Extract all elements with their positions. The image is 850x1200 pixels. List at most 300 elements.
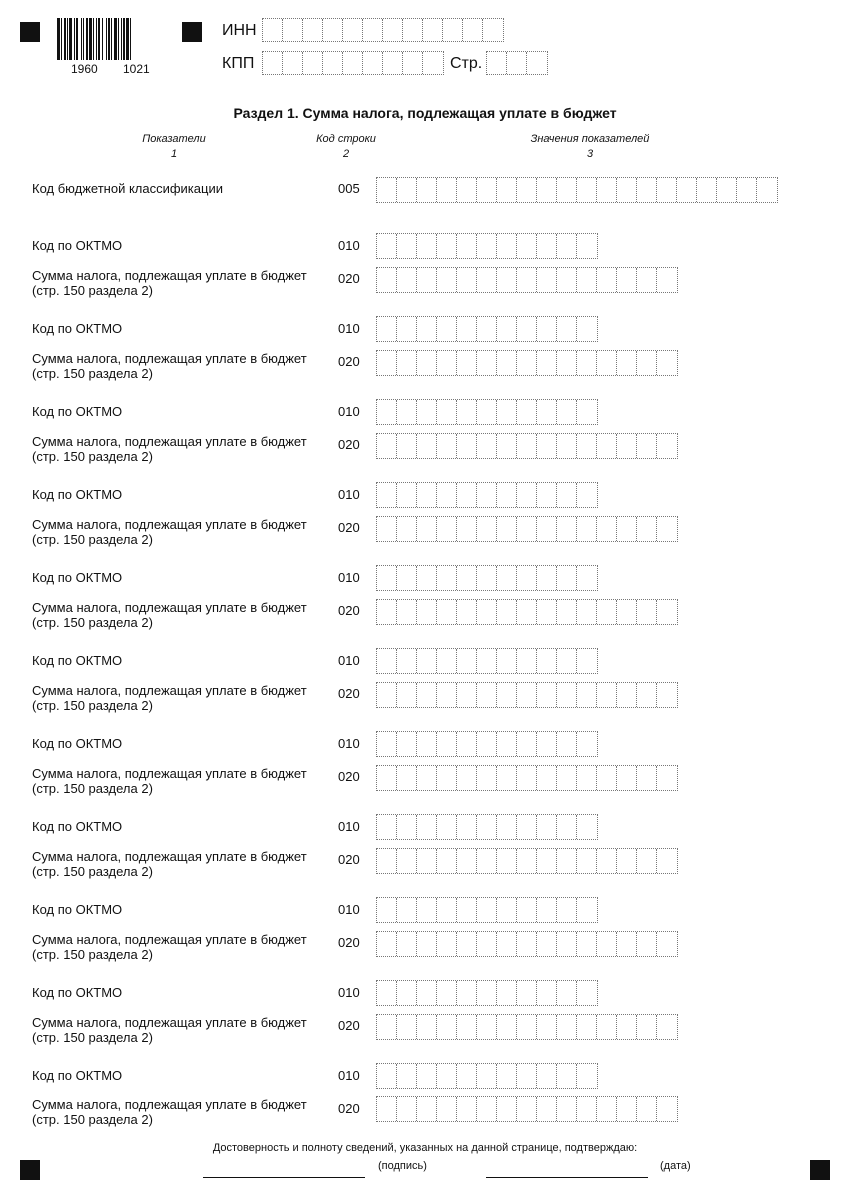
char-cell bbox=[457, 766, 477, 790]
char-cell bbox=[637, 849, 657, 873]
signature-caption: (подпись) bbox=[378, 1160, 427, 1172]
char-cell bbox=[637, 434, 657, 458]
tax-amount-field[interactable] bbox=[376, 599, 678, 625]
char-cell bbox=[377, 981, 397, 1005]
char-cell bbox=[617, 517, 637, 541]
tax-amount-label bbox=[32, 600, 307, 630]
char-cell bbox=[517, 178, 537, 202]
oktmo-field[interactable] bbox=[376, 316, 598, 342]
oktmo-field[interactable] bbox=[376, 482, 598, 508]
char-cell bbox=[517, 317, 537, 341]
char-cell bbox=[457, 268, 477, 292]
char-cell bbox=[617, 178, 637, 202]
char-cell bbox=[537, 981, 557, 1005]
char-cell bbox=[577, 981, 597, 1005]
char-cell bbox=[597, 766, 617, 790]
oktmo-code: 010 bbox=[338, 570, 360, 585]
char-cell bbox=[577, 649, 597, 673]
corner-marker-top-left bbox=[20, 22, 40, 42]
tax-amount-field[interactable] bbox=[376, 267, 678, 293]
barcode-bar bbox=[96, 18, 97, 60]
char-cell bbox=[437, 517, 457, 541]
char-cell bbox=[577, 234, 597, 258]
char-cell bbox=[377, 178, 397, 202]
oktmo-code: 010 bbox=[338, 902, 360, 917]
char-cell bbox=[597, 600, 617, 624]
char-cell bbox=[557, 517, 577, 541]
char-cell bbox=[517, 732, 537, 756]
oktmo-label: Код по ОКТМО bbox=[32, 1068, 123, 1083]
char-cell bbox=[457, 400, 477, 424]
char-cell bbox=[417, 981, 437, 1005]
char-cell bbox=[397, 981, 417, 1005]
char-cell bbox=[577, 268, 597, 292]
char-cell bbox=[497, 1015, 517, 1039]
char-cell bbox=[487, 52, 507, 74]
char-cell bbox=[437, 766, 457, 790]
section-title: Раздел 1. Сумма налога, подлежащая уплате в бюджет bbox=[233, 105, 617, 121]
char-cell bbox=[463, 19, 483, 41]
char-cell bbox=[437, 683, 457, 707]
char-cell bbox=[417, 317, 437, 341]
char-cell bbox=[377, 566, 397, 590]
char-cell bbox=[377, 600, 397, 624]
tax-amount-label-line2: (стр. 150 раздела 2) bbox=[32, 366, 153, 381]
char-cell bbox=[577, 317, 597, 341]
char-cell bbox=[437, 815, 457, 839]
char-cell bbox=[417, 898, 437, 922]
char-cell bbox=[497, 849, 517, 873]
char-cell bbox=[657, 268, 677, 292]
tax-amount-label bbox=[32, 849, 307, 879]
char-cell bbox=[457, 483, 477, 507]
tax-amount-code: 020 bbox=[338, 1101, 360, 1116]
char-cell bbox=[417, 234, 437, 258]
char-cell bbox=[377, 683, 397, 707]
char-cell bbox=[597, 1097, 617, 1121]
char-cell bbox=[477, 766, 497, 790]
tax-amount-label-line2: (стр. 150 раздела 2) bbox=[32, 1112, 153, 1127]
oktmo-field[interactable] bbox=[376, 648, 598, 674]
tax-amount-label-line2: (стр. 150 раздела 2) bbox=[32, 864, 153, 879]
char-cell bbox=[457, 234, 477, 258]
char-cell bbox=[417, 434, 437, 458]
char-cell bbox=[457, 566, 477, 590]
tax-amount-field[interactable] bbox=[376, 848, 678, 874]
oktmo-label: Код по ОКТМО bbox=[32, 404, 123, 419]
char-cell bbox=[397, 732, 417, 756]
char-cell bbox=[617, 1097, 637, 1121]
tax-amount-label-line2: (стр. 150 раздела 2) bbox=[32, 698, 153, 713]
kbk-code: 005 bbox=[338, 181, 360, 196]
char-cell bbox=[657, 849, 677, 873]
char-cell bbox=[497, 268, 517, 292]
char-cell bbox=[457, 1064, 477, 1088]
inn-field[interactable] bbox=[262, 18, 504, 42]
oktmo-code: 010 bbox=[338, 487, 360, 502]
char-cell bbox=[637, 517, 657, 541]
oktmo-label: Код по ОКТМО bbox=[32, 902, 123, 917]
char-cell bbox=[457, 898, 477, 922]
oktmo-label: Код по ОКТМО bbox=[32, 819, 123, 834]
char-cell bbox=[697, 178, 717, 202]
char-cell bbox=[477, 600, 497, 624]
char-cell bbox=[517, 932, 537, 956]
char-cell bbox=[397, 898, 417, 922]
char-cell bbox=[457, 849, 477, 873]
kpp-field[interactable] bbox=[262, 51, 444, 75]
char-cell bbox=[517, 268, 537, 292]
char-cell bbox=[377, 732, 397, 756]
char-cell bbox=[397, 434, 417, 458]
tax-amount-field[interactable] bbox=[376, 433, 678, 459]
char-cell bbox=[457, 600, 477, 624]
char-cell bbox=[537, 566, 557, 590]
char-cell bbox=[377, 932, 397, 956]
char-cell bbox=[507, 52, 527, 74]
tax-amount-field[interactable] bbox=[376, 1096, 678, 1122]
char-cell bbox=[457, 649, 477, 673]
char-cell bbox=[457, 683, 477, 707]
char-cell bbox=[363, 52, 383, 74]
char-cell bbox=[537, 1015, 557, 1039]
char-cell bbox=[537, 317, 557, 341]
char-cell bbox=[517, 898, 537, 922]
tax-amount-field[interactable] bbox=[376, 765, 678, 791]
char-cell bbox=[637, 351, 657, 375]
char-cell bbox=[397, 1064, 417, 1088]
char-cell bbox=[537, 683, 557, 707]
barcode-bar bbox=[83, 18, 84, 60]
tax-amount-code: 020 bbox=[338, 769, 360, 784]
char-cell bbox=[457, 178, 477, 202]
char-cell bbox=[477, 434, 497, 458]
char-cell bbox=[477, 649, 497, 673]
tax-amount-label-line2: (стр. 150 раздела 2) bbox=[32, 947, 153, 962]
char-cell bbox=[417, 1097, 437, 1121]
char-cell bbox=[477, 1015, 497, 1039]
char-cell bbox=[677, 178, 697, 202]
char-cell bbox=[437, 234, 457, 258]
char-cell bbox=[557, 815, 577, 839]
char-cell bbox=[477, 898, 497, 922]
char-cell bbox=[577, 517, 597, 541]
tax-amount-label-line2: (стр. 150 раздела 2) bbox=[32, 1030, 153, 1045]
inn-label: ИНН bbox=[222, 22, 257, 39]
barcode-bar bbox=[114, 18, 117, 60]
char-cell bbox=[397, 234, 417, 258]
tax-amount-field[interactable] bbox=[376, 516, 678, 542]
char-cell bbox=[537, 517, 557, 541]
char-cell bbox=[377, 849, 397, 873]
char-cell bbox=[263, 19, 283, 41]
char-cell bbox=[477, 683, 497, 707]
char-cell bbox=[437, 732, 457, 756]
char-cell bbox=[517, 683, 537, 707]
char-cell bbox=[397, 400, 417, 424]
char-cell bbox=[417, 815, 437, 839]
oktmo-field[interactable] bbox=[376, 1063, 598, 1089]
char-cell bbox=[537, 600, 557, 624]
tax-amount-code: 020 bbox=[338, 852, 360, 867]
kpp-label: КПП bbox=[222, 55, 255, 72]
char-cell bbox=[577, 351, 597, 375]
barcode-bar bbox=[81, 18, 82, 60]
char-cell bbox=[377, 351, 397, 375]
char-cell bbox=[717, 178, 737, 202]
char-cell bbox=[283, 52, 303, 74]
char-cell bbox=[497, 400, 517, 424]
char-cell bbox=[397, 815, 417, 839]
barcode-bar bbox=[64, 18, 66, 60]
oktmo-field[interactable] bbox=[376, 233, 598, 259]
confirmation-text: Достоверность и полноту сведений, указанных на данной странице, подтверждаю: bbox=[212, 1142, 638, 1154]
char-cell bbox=[417, 849, 437, 873]
char-cell bbox=[537, 898, 557, 922]
char-cell bbox=[577, 932, 597, 956]
tax-amount-code: 020 bbox=[338, 271, 360, 286]
char-cell bbox=[457, 1015, 477, 1039]
char-cell bbox=[577, 434, 597, 458]
char-cell bbox=[517, 1097, 537, 1121]
char-cell bbox=[437, 268, 457, 292]
char-cell bbox=[477, 566, 497, 590]
char-cell bbox=[477, 317, 497, 341]
kbk-label: Код бюджетной классификации bbox=[32, 181, 223, 196]
char-cell bbox=[457, 351, 477, 375]
char-cell bbox=[417, 483, 437, 507]
char-cell bbox=[537, 1064, 557, 1088]
tax-amount-field[interactable] bbox=[376, 1014, 678, 1040]
oktmo-code: 010 bbox=[338, 736, 360, 751]
char-cell bbox=[377, 766, 397, 790]
char-cell bbox=[397, 351, 417, 375]
char-cell bbox=[397, 600, 417, 624]
char-cell bbox=[497, 766, 517, 790]
barcode-bar bbox=[67, 18, 68, 60]
char-cell bbox=[577, 898, 597, 922]
page-label: Стр. bbox=[450, 55, 483, 72]
char-cell bbox=[527, 52, 547, 74]
barcode-bar bbox=[118, 18, 119, 60]
char-cell bbox=[577, 178, 597, 202]
char-cell bbox=[657, 1015, 677, 1039]
char-cell bbox=[597, 351, 617, 375]
char-cell bbox=[397, 178, 417, 202]
char-cell bbox=[597, 268, 617, 292]
char-cell bbox=[617, 600, 637, 624]
char-cell bbox=[397, 1015, 417, 1039]
char-cell bbox=[637, 1015, 657, 1039]
char-cell bbox=[303, 52, 323, 74]
oktmo-field[interactable] bbox=[376, 980, 598, 1006]
oktmo-label: Код по ОКТМО bbox=[32, 238, 123, 253]
char-cell bbox=[377, 400, 397, 424]
page-number-field[interactable] bbox=[486, 51, 548, 75]
char-cell bbox=[557, 351, 577, 375]
oktmo-field[interactable] bbox=[376, 399, 598, 425]
tax-amount-field[interactable] bbox=[376, 931, 678, 957]
char-cell bbox=[617, 1015, 637, 1039]
char-cell bbox=[497, 178, 517, 202]
char-cell bbox=[517, 600, 537, 624]
char-cell bbox=[497, 932, 517, 956]
tax-amount-label-line1: Сумма налога, подлежащая уплате в бюджет bbox=[32, 849, 307, 864]
char-cell bbox=[657, 178, 677, 202]
char-cell bbox=[637, 766, 657, 790]
char-cell bbox=[537, 1097, 557, 1121]
tax-amount-field[interactable] bbox=[376, 350, 678, 376]
tax-amount-label-line1: Сумма налога, подлежащая уплате в бюджет bbox=[32, 517, 307, 532]
corner-marker-top-right bbox=[182, 22, 202, 42]
barcode-bar bbox=[89, 18, 92, 60]
char-cell bbox=[437, 483, 457, 507]
tax-amount-label-line1: Сумма налога, подлежащая уплате в бюджет bbox=[32, 434, 307, 449]
date-line[interactable] bbox=[486, 1177, 648, 1178]
barcode-bar bbox=[123, 18, 125, 60]
char-cell bbox=[657, 766, 677, 790]
char-cell bbox=[377, 1097, 397, 1121]
oktmo-label: Код по ОКТМО bbox=[32, 321, 123, 336]
corner-marker-bottom-right bbox=[810, 1160, 830, 1180]
column-header-number: 3 bbox=[586, 148, 594, 160]
oktmo-field[interactable] bbox=[376, 731, 598, 757]
char-cell bbox=[497, 566, 517, 590]
tax-amount-label bbox=[32, 1097, 307, 1127]
char-cell bbox=[537, 400, 557, 424]
char-cell bbox=[303, 19, 323, 41]
char-cell bbox=[437, 178, 457, 202]
tax-amount-label-line1: Сумма налога, подлежащая уплате в бюджет bbox=[32, 766, 307, 781]
char-cell bbox=[343, 19, 363, 41]
char-cell bbox=[423, 19, 443, 41]
char-cell bbox=[657, 517, 677, 541]
barcode bbox=[57, 18, 165, 76]
char-cell bbox=[637, 932, 657, 956]
char-cell bbox=[557, 317, 577, 341]
char-cell bbox=[263, 52, 283, 74]
char-cell bbox=[657, 932, 677, 956]
char-cell bbox=[477, 178, 497, 202]
barcode-bar bbox=[61, 18, 62, 60]
char-cell bbox=[537, 849, 557, 873]
tax-amount-label-line2: (стр. 150 раздела 2) bbox=[32, 532, 153, 547]
char-cell bbox=[397, 483, 417, 507]
char-cell bbox=[597, 932, 617, 956]
char-cell bbox=[577, 483, 597, 507]
barcode-bar bbox=[98, 18, 100, 60]
column-header-title: Показатели bbox=[142, 133, 206, 145]
char-cell bbox=[377, 1015, 397, 1039]
char-cell bbox=[557, 898, 577, 922]
tax-amount-label bbox=[32, 434, 307, 464]
tax-amount-code: 020 bbox=[338, 935, 360, 950]
char-cell bbox=[457, 932, 477, 956]
oktmo-field[interactable] bbox=[376, 565, 598, 591]
char-cell bbox=[457, 317, 477, 341]
char-cell bbox=[577, 683, 597, 707]
tax-amount-label-line1: Сумма налога, подлежащая уплате в бюджет bbox=[32, 600, 307, 615]
char-cell bbox=[477, 932, 497, 956]
tax-amount-label bbox=[32, 517, 307, 547]
char-cell bbox=[557, 683, 577, 707]
char-cell bbox=[377, 317, 397, 341]
column-header-values bbox=[490, 132, 690, 162]
char-cell bbox=[397, 849, 417, 873]
char-cell bbox=[477, 351, 497, 375]
tax-amount-field[interactable] bbox=[376, 682, 678, 708]
char-cell bbox=[403, 52, 423, 74]
oktmo-label: Код по ОКТМО bbox=[32, 653, 123, 668]
char-cell bbox=[557, 1097, 577, 1121]
tax-amount-code: 020 bbox=[338, 520, 360, 535]
char-cell bbox=[483, 19, 503, 41]
char-cell bbox=[457, 981, 477, 1005]
barcode-bars bbox=[57, 18, 165, 60]
kbk-field[interactable] bbox=[376, 177, 778, 203]
char-cell bbox=[377, 434, 397, 458]
oktmo-code: 010 bbox=[338, 819, 360, 834]
oktmo-field[interactable] bbox=[376, 814, 598, 840]
barcode-bar bbox=[111, 18, 112, 60]
char-cell bbox=[517, 351, 537, 375]
char-cell bbox=[417, 178, 437, 202]
char-cell bbox=[557, 649, 577, 673]
char-cell bbox=[417, 566, 437, 590]
char-cell bbox=[497, 351, 517, 375]
char-cell bbox=[537, 766, 557, 790]
char-cell bbox=[557, 566, 577, 590]
char-cell bbox=[517, 849, 537, 873]
char-cell bbox=[577, 400, 597, 424]
char-cell bbox=[343, 52, 363, 74]
signature-line[interactable] bbox=[203, 1177, 365, 1178]
char-cell bbox=[557, 849, 577, 873]
char-cell bbox=[417, 351, 437, 375]
char-cell bbox=[517, 434, 537, 458]
column-header-title: Код строки bbox=[316, 133, 376, 145]
char-cell bbox=[517, 234, 537, 258]
char-cell bbox=[437, 317, 457, 341]
char-cell bbox=[537, 483, 557, 507]
char-cell bbox=[377, 1064, 397, 1088]
char-cell bbox=[377, 234, 397, 258]
barcode-bar bbox=[74, 18, 75, 60]
tax-amount-code: 020 bbox=[338, 1018, 360, 1033]
char-cell bbox=[657, 434, 677, 458]
char-cell bbox=[477, 483, 497, 507]
tax-amount-label-line2: (стр. 150 раздела 2) bbox=[32, 449, 153, 464]
char-cell bbox=[577, 1064, 597, 1088]
char-cell bbox=[417, 268, 437, 292]
char-cell bbox=[617, 766, 637, 790]
char-cell bbox=[617, 849, 637, 873]
char-cell bbox=[517, 483, 537, 507]
char-cell bbox=[657, 1097, 677, 1121]
char-cell bbox=[457, 732, 477, 756]
char-cell bbox=[417, 600, 437, 624]
oktmo-code: 010 bbox=[338, 1068, 360, 1083]
char-cell bbox=[383, 52, 403, 74]
char-cell bbox=[477, 849, 497, 873]
char-cell bbox=[377, 268, 397, 292]
char-cell bbox=[557, 400, 577, 424]
tax-amount-code: 020 bbox=[338, 603, 360, 618]
char-cell bbox=[577, 849, 597, 873]
oktmo-field[interactable] bbox=[376, 897, 598, 923]
char-cell bbox=[417, 400, 437, 424]
oktmo-code: 010 bbox=[338, 321, 360, 336]
